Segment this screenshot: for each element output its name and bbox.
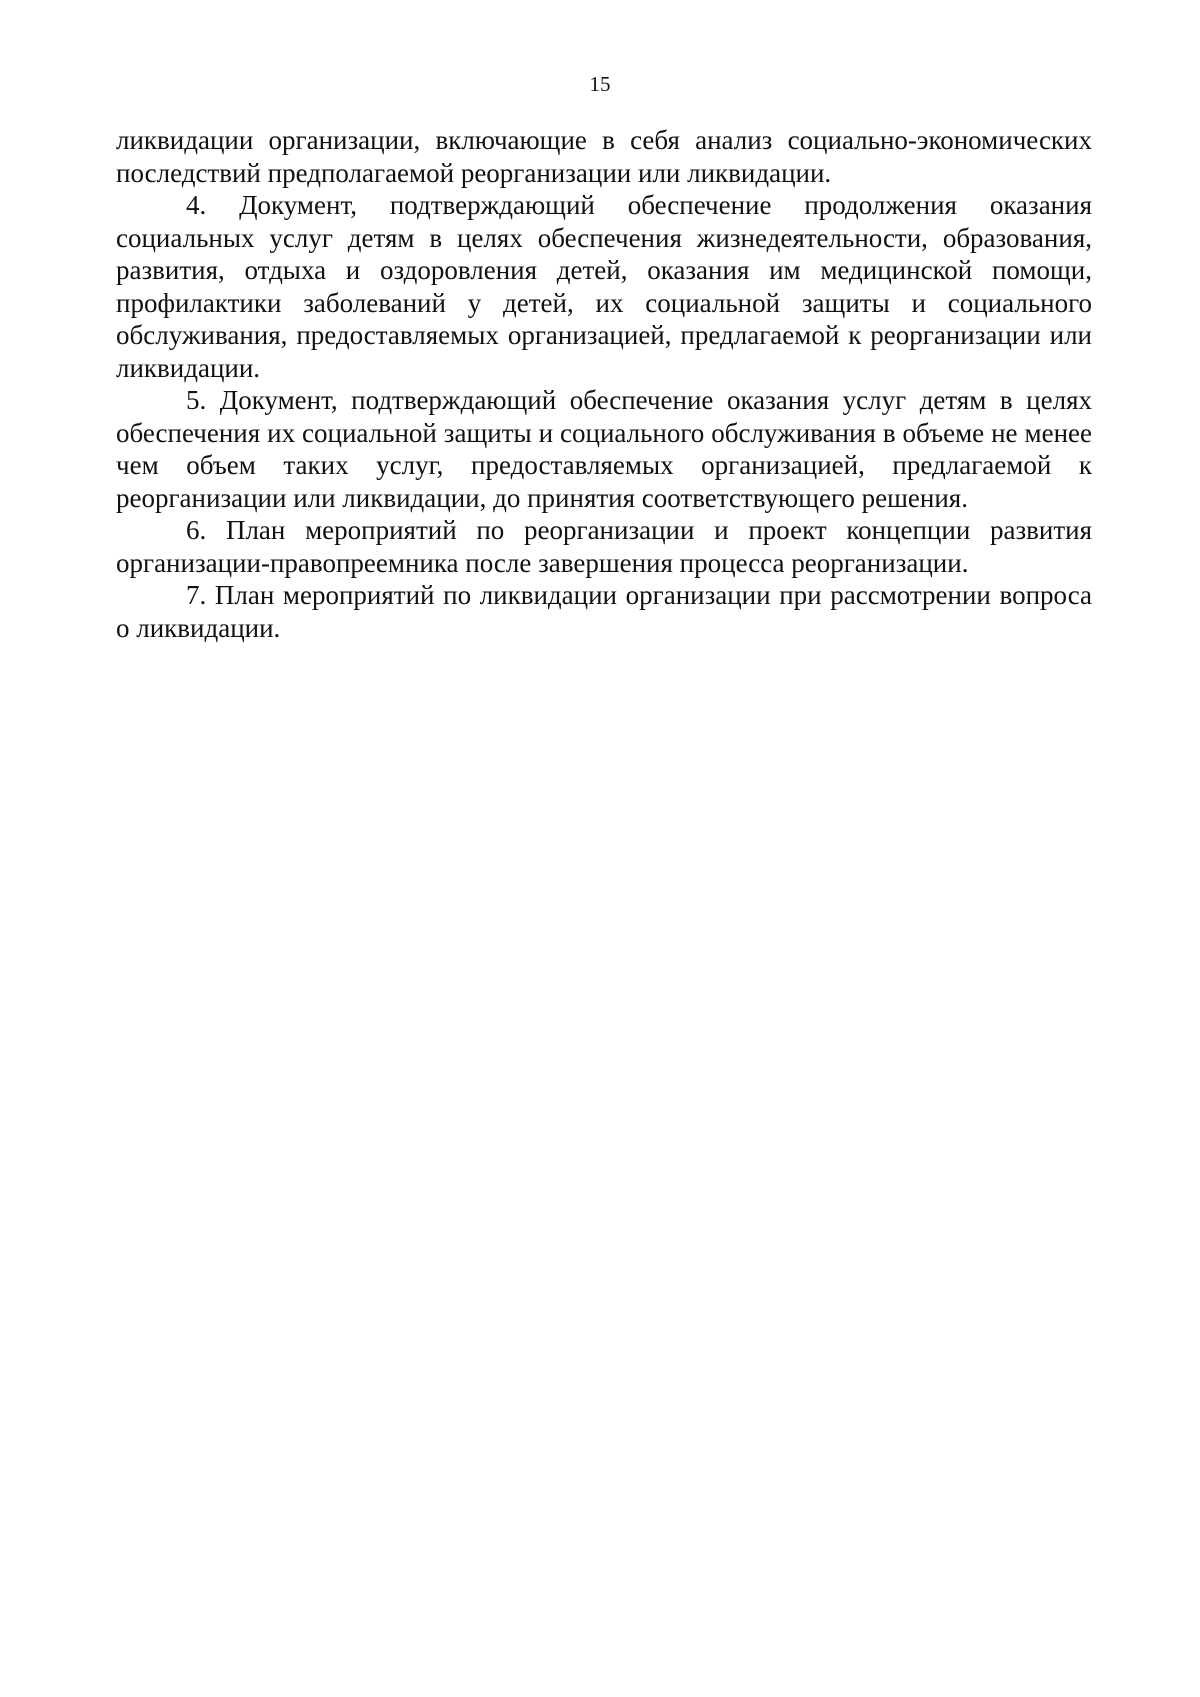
paragraph-item-7: 7. План мероприятий по ликвидации организации при рассмотрении вопроса о ликвидации. bbox=[116, 580, 1092, 643]
paragraph-continuation: ликвидации организации, включающие в себя анализ социально-экономических последствий предполагаемой реорганизации или ликвидации. bbox=[116, 125, 1092, 188]
paragraph-item-5: 5. Документ, подтверждающий обеспечение оказания услуг детям в целях обеспечения их социальной защиты и социального обслуживания в объеме не менее чем объем таких услуг, предоставляемых организацией, предлагаемой к реорганизации или ликвидации, до принятия соответствующего решения. bbox=[116, 385, 1092, 513]
paragraph-item-4: 4. Документ, подтверждающий обеспечение продолжения оказания социальных услуг детям в целях обеспечения жизнедеятельности, образования, развития, отдыха и оздоровления детей, оказания им медицинской помощи, профилактики заболеваний у детей, их социальной защиты и социального обслуживания, предоставляемых организацией, предлагаемой к реорганизации или ликвидации. bbox=[116, 190, 1092, 383]
page-number: 15 bbox=[589, 72, 611, 96]
document-body bbox=[116, 124, 1092, 644]
paragraph-item-6: 6. План мероприятий по реорганизации и проект концепции развития организации-правопреемника после завершения процесса реорганизации. bbox=[116, 515, 1092, 578]
